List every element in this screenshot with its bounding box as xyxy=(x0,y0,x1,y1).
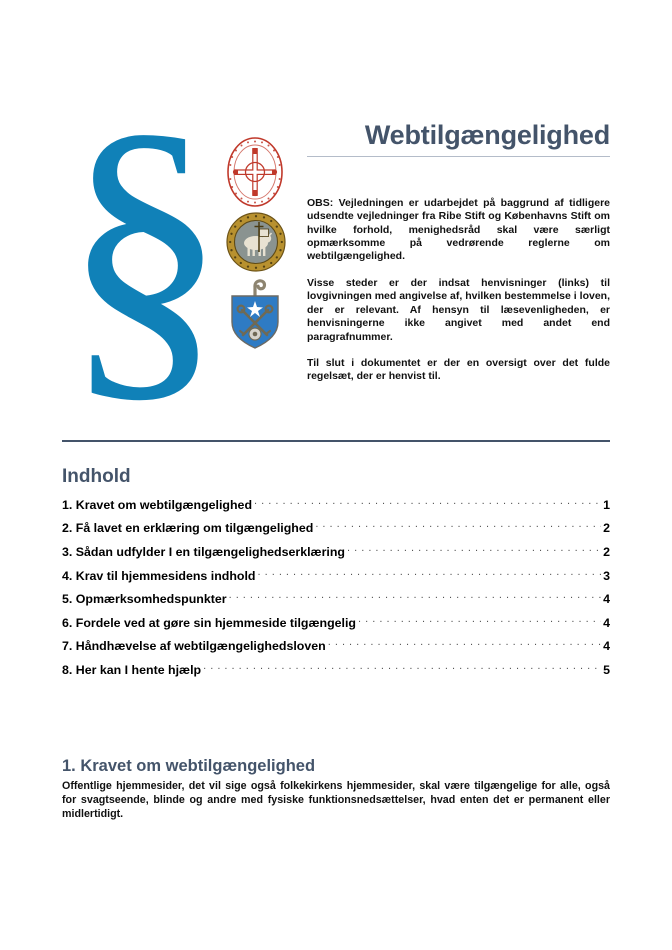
toc-entry-5[interactable] xyxy=(62,587,610,611)
table-of-contents xyxy=(62,466,610,681)
toc-leader-dots xyxy=(203,661,601,673)
haderslev-stift-seal-icon xyxy=(226,212,286,272)
toc-leader-dots xyxy=(254,496,601,508)
toc-entry-page: 2 xyxy=(603,521,610,536)
toc-leader-dots xyxy=(257,567,601,579)
toc-entry-label: 2. Få lavet en erklæring om tilgængelighed xyxy=(62,521,314,536)
header-block xyxy=(62,66,610,431)
page-title: Webtilgængelighed xyxy=(307,120,610,157)
toc-entry-label: 3. Sådan udfylder I en tilgængelighedserklæring xyxy=(62,544,345,559)
toc-entry-page: 2 xyxy=(603,544,610,559)
intro-paragraph-1: OBS: Vejledningen er udarbejdet på baggrund af tidligere udsendte vejledninger fra Ribe Stift og Københavns Stift om hvilke forhold, menighedsråd skal være særligt opmærksomme på vedrørende reglerne om webtilgængelighed. xyxy=(307,196,610,263)
toc-entry-3[interactable] xyxy=(62,540,610,564)
toc-heading: Indhold xyxy=(62,466,131,487)
toc-leader-dots xyxy=(315,520,601,532)
section-divider xyxy=(62,440,610,442)
toc-entry-label: 4. Krav til hjemmesidens indhold xyxy=(62,568,256,583)
toc-entry-page: 1 xyxy=(603,497,610,512)
toc-entry-page: 4 xyxy=(603,639,610,654)
toc-entry-6[interactable] xyxy=(62,611,610,635)
toc-entry-label: 6. Fordele ved at gøre sin hjemmeside tilgængelig xyxy=(62,615,357,630)
toc-list xyxy=(62,493,610,682)
toc-entry-label: 7. Håndhævelse af webtilgængelighedsloven xyxy=(62,639,326,654)
toc-entry-1[interactable] xyxy=(62,493,610,517)
toc-leader-dots xyxy=(229,591,602,603)
intro-paragraph-3: Til slut i dokumentet er der en oversigt over det fulde regelsæt, der er henvist til. xyxy=(307,356,610,383)
artwork-column xyxy=(62,66,307,431)
toc-entry-page: 4 xyxy=(603,615,610,630)
section-one xyxy=(62,757,610,821)
section-one-body: Offentlige hjemmesider, det vil sige også folkekirkens hjemmesider, skal være tilgængelige for alle, også for svagtseende, blinde og andre med fysiske funktionsnedsættelser, hvad enten det er permanent eller midlertidigt. xyxy=(62,779,610,821)
emblem-stack xyxy=(214,134,300,352)
toc-entry-page: 3 xyxy=(603,568,610,583)
intro-paragraph-2: Visse steder er der indsat henvisninger (links) til lovgivningen med angivelse af, hvilken bestemmelse i loven, der er relevant. Af hensyn til læsevenligheden, er henvisningerne ikke angivet med andet end paragrafnummer. xyxy=(307,276,610,343)
ribe-stift-seal-icon xyxy=(224,134,286,210)
toc-entry-7[interactable] xyxy=(62,634,610,658)
paragraph-section-symbol: § xyxy=(62,66,227,431)
toc-entry-label: 5. Opmærksomhedspunkter xyxy=(62,592,227,607)
toc-leader-dots xyxy=(328,638,601,650)
toc-entry-8[interactable] xyxy=(62,658,610,682)
toc-leader-dots xyxy=(358,614,601,626)
toc-leader-dots xyxy=(347,544,601,556)
toc-entry-page: 5 xyxy=(603,662,610,677)
toc-entry-2[interactable] xyxy=(62,516,610,540)
intro-column xyxy=(307,120,610,384)
toc-entry-label: 1. Kravet om webtilgængelighed xyxy=(62,497,253,512)
koebenhavns-stift-shield-icon xyxy=(226,274,284,352)
toc-entry-page: 4 xyxy=(603,592,610,607)
toc-entry-4[interactable] xyxy=(62,564,610,588)
section-one-heading: 1. Kravet om webtilgængelighed xyxy=(62,757,316,775)
toc-entry-label: 8. Her kan I hente hjælp xyxy=(62,662,202,677)
